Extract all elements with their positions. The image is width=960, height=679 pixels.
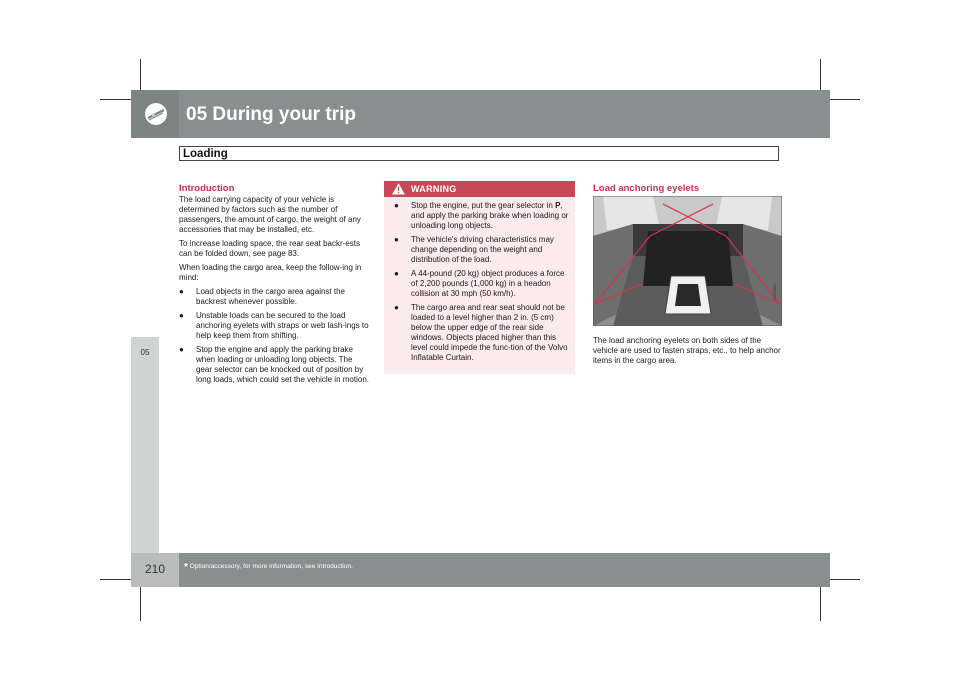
list-item-text: Unstable loads can be secured to the load anchoring eyelets with straps or web lash-ings to help keep them from shifting. (196, 311, 369, 340)
introduction-paragraph: To increase loading space, the rear seat backr-ests can be folded down, see page 83. (179, 239, 360, 258)
list-item (394, 303, 569, 363)
bullet-icon: ● (394, 201, 399, 210)
bullet-icon: ● (179, 287, 184, 296)
list-item (394, 269, 569, 299)
gear-position-label: P (555, 201, 561, 210)
list-item-text: Load objects in the cargo area against the backrest whenever possible. (196, 287, 345, 306)
list-item (394, 201, 569, 231)
introduction-section (179, 183, 370, 389)
footer-footnote (184, 562, 353, 573)
chapter-title: 05 During your trip (186, 104, 356, 125)
anchoring-heading: Load anchoring eyelets (593, 183, 700, 194)
chapter-side-tab (131, 337, 159, 556)
list-item (394, 235, 569, 265)
list-item (179, 287, 370, 307)
bullet-icon: ● (179, 345, 184, 354)
list-item-text: The vehicle's driving characteristics may change depending on the weight and distribution of the load. (411, 235, 554, 264)
footnote-text: Option/accessory, for more information, see Introduction. (189, 563, 353, 570)
cargo-area-illustration (593, 196, 782, 326)
introduction-heading: Introduction (179, 183, 235, 194)
introduction-paragraph: When loading the cargo area, keep the follow-ing in mind: (179, 263, 362, 282)
list-item (179, 345, 370, 385)
bullet-icon: ● (394, 269, 399, 278)
bullet-icon: ● (394, 303, 399, 312)
bullet-icon: ● (179, 311, 184, 320)
cargo-area-photo (593, 196, 782, 326)
list-item-text: A 44-pound (20 kg) object produces a force of 2,200 pounds (1,000 kg) in a headon collision at 30 mph (50 km/h). (411, 269, 565, 298)
bullet-icon: ● (394, 235, 399, 244)
list-item-text: , and apply the parking brake when loading or unloading long objects. (411, 201, 569, 230)
introduction-paragraph: The load carrying capacity of your vehicle is determined by factors such as the number of passengers, the amount of cargo, the weight of any accessories that may be installed, etc. (179, 195, 361, 234)
anchoring-paragraph: The load anchoring eyelets on both sides of the vehicle are used to fasten straps, etc., to help anchor items in the cargo area. (593, 336, 781, 365)
list-item-text: The cargo area and rear seat should not be loaded to a level higher than 2 in. (5 cm) below the upper edge of the rear side windows. Objects placed higher than this level could impede the func-tion of the Volvo Inflatable Curtain. (411, 303, 568, 362)
list-item (179, 311, 370, 341)
section-title-bar (179, 146, 779, 161)
page-number: 210 (144, 562, 166, 576)
warning-content (394, 201, 569, 367)
introduction-bullet-list (179, 287, 370, 385)
warning-triangle-icon (392, 183, 405, 195)
photo-code: G021890 (772, 283, 777, 300)
section-title: Loading (183, 148, 228, 160)
warning-bullet-list (394, 201, 569, 363)
list-item-text: Stop the engine, put the gear selector in (411, 201, 556, 210)
road-icon (144, 102, 168, 126)
anchoring-heading-block (593, 183, 784, 195)
anchoring-text-block (593, 336, 784, 370)
warning-title: WARNING (411, 184, 457, 194)
chapter-side-tab-number: 05 (140, 348, 150, 357)
list-item-text: Stop the engine and apply the parking brake when loading or unloading long objects. The gear selector can be knocked out of position by long loads, which could set the vehicle in motion. (196, 345, 369, 384)
footnote-star: * (184, 562, 188, 573)
